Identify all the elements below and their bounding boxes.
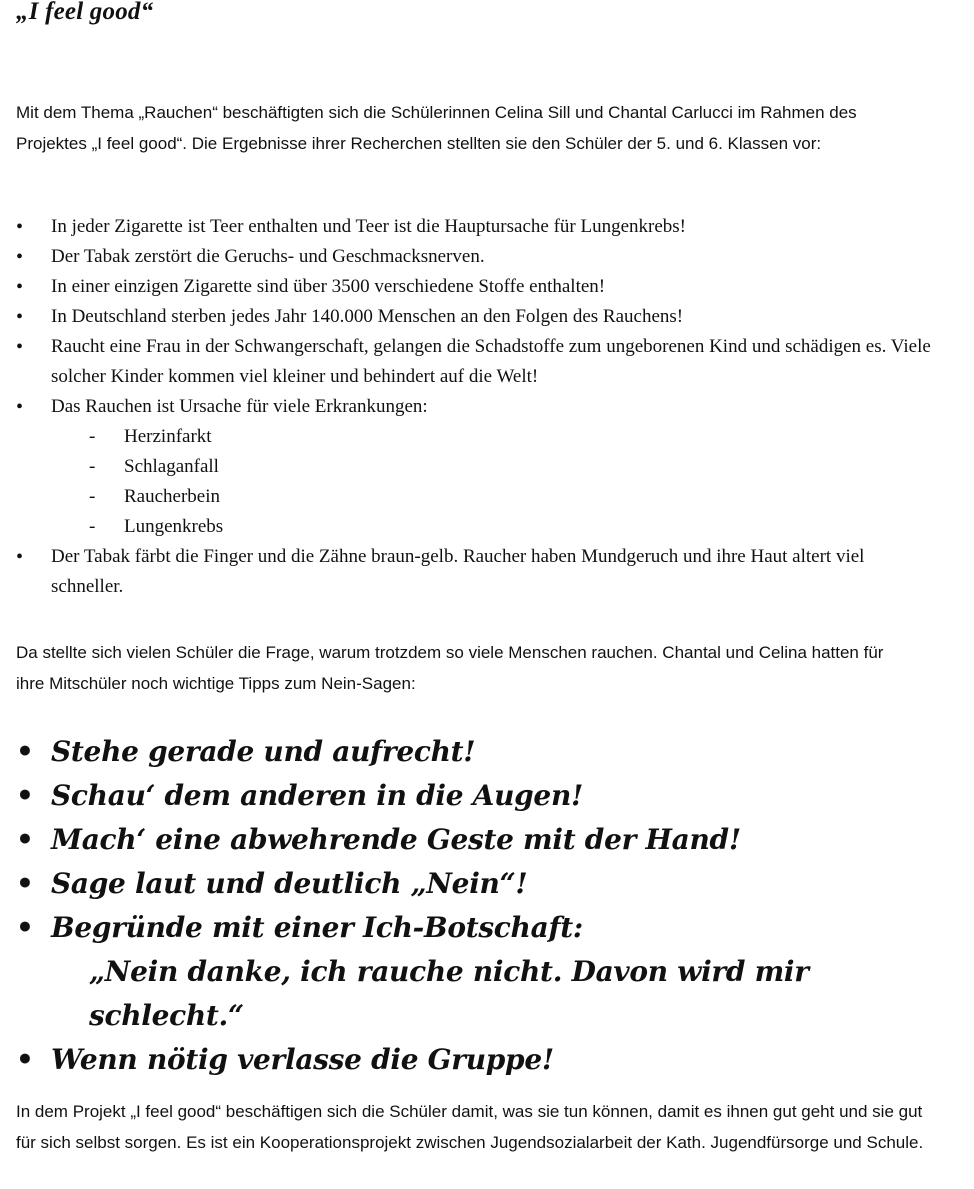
tip-item bbox=[16, 730, 946, 774]
fact-text: In einer einzigen Zigarette sind über 3500 verschiedene Stoffe enthalten! bbox=[51, 276, 606, 297]
tip-item bbox=[16, 906, 946, 1038]
fact-item bbox=[16, 242, 936, 272]
question-paragraph: Da stellte sich vielen Schüler die Frage, warum trotzdem so viele Menschen rauchen. Chantal und Celina hatten für ihre Mitschüler noch wichtige Tipps zum Nein-Sagen: bbox=[16, 643, 884, 693]
disease-item: - Herzinfarkt bbox=[51, 422, 936, 452]
fact-item bbox=[16, 302, 936, 332]
disease-item: - Raucherbein bbox=[51, 482, 936, 512]
tips-list bbox=[16, 730, 946, 1082]
fact-text: In Deutschland sterben jedes Jahr 140.000 Menschen an den Folgen des Rauchens! bbox=[51, 306, 684, 327]
fact-item bbox=[16, 272, 936, 302]
facts-list bbox=[16, 212, 936, 602]
tip-text: Stehe gerade und aufrecht! bbox=[51, 735, 476, 768]
tip-quote: „Nein danke, ich rauche nicht. Davon wird mir schlecht.“ bbox=[89, 955, 809, 1032]
fact-item bbox=[16, 392, 936, 542]
fact-item bbox=[16, 332, 936, 392]
disease-item: - Lungenkrebs bbox=[51, 512, 936, 542]
disease-item: - Schlaganfall bbox=[51, 452, 936, 482]
fact-text: Der Tabak zerstört die Geruchs- und Geschmacksnerven. bbox=[51, 246, 485, 267]
page-title: „I feel good“ bbox=[16, 0, 154, 25]
fact-text: In jeder Zigarette ist Teer enthalten und Teer ist die Hauptursache für Lungenkrebs! bbox=[51, 216, 687, 237]
fact-text: Raucht eine Frau in der Schwangerschaft, gelangen die Schadstoffe zum ungeborenen Kind und schädigen es. Viele solcher Kinder kommen viel kleiner und behindert auf die Welt! bbox=[51, 336, 931, 387]
outro-paragraph: In dem Projekt „I feel good“ beschäftigen sich die Schüler damit, was sie tun können, damit es ihnen gut geht und sie gut für sich selbst sorgen. Es ist ein Kooperationsprojekt zwischen Jugendsozialarbeit der Kath. Jugendfürsorge und Schule. bbox=[16, 1102, 924, 1152]
tip-item bbox=[16, 818, 946, 862]
tip-text: Begründe mit einer Ich-Botschaft: bbox=[51, 911, 583, 944]
tip-item bbox=[16, 774, 946, 818]
tip-text: Wenn nötig verlasse die Gruppe! bbox=[51, 1043, 554, 1076]
diseases-list bbox=[51, 422, 936, 542]
tip-text: Schau‘ dem anderen in die Augen! bbox=[51, 779, 583, 812]
fact-item bbox=[16, 212, 936, 242]
tip-item bbox=[16, 1038, 946, 1082]
tip-text: Mach‘ eine abwehrende Geste mit der Hand! bbox=[51, 823, 741, 856]
tip-text: Sage laut und deutlich „Nein“! bbox=[51, 867, 528, 900]
fact-text: Das Rauchen ist Ursache für viele Erkrankungen: bbox=[51, 396, 428, 417]
intro-paragraph: Mit dem Thema „Rauchen“ beschäftigten sich die Schülerinnen Celina Sill und Chantal Carlucci im Rahmen des Projektes „I feel good“. Die Ergebnisse ihrer Recherchen stellten sie den Schüler der 5. und 6. Klassen vor: bbox=[16, 103, 857, 153]
fact-item bbox=[16, 542, 936, 602]
tip-item bbox=[16, 862, 946, 906]
fact-text: Der Tabak färbt die Finger und die Zähne braun-gelb. Raucher haben Mundgeruch und ihre Haut altert viel schneller. bbox=[51, 546, 865, 597]
